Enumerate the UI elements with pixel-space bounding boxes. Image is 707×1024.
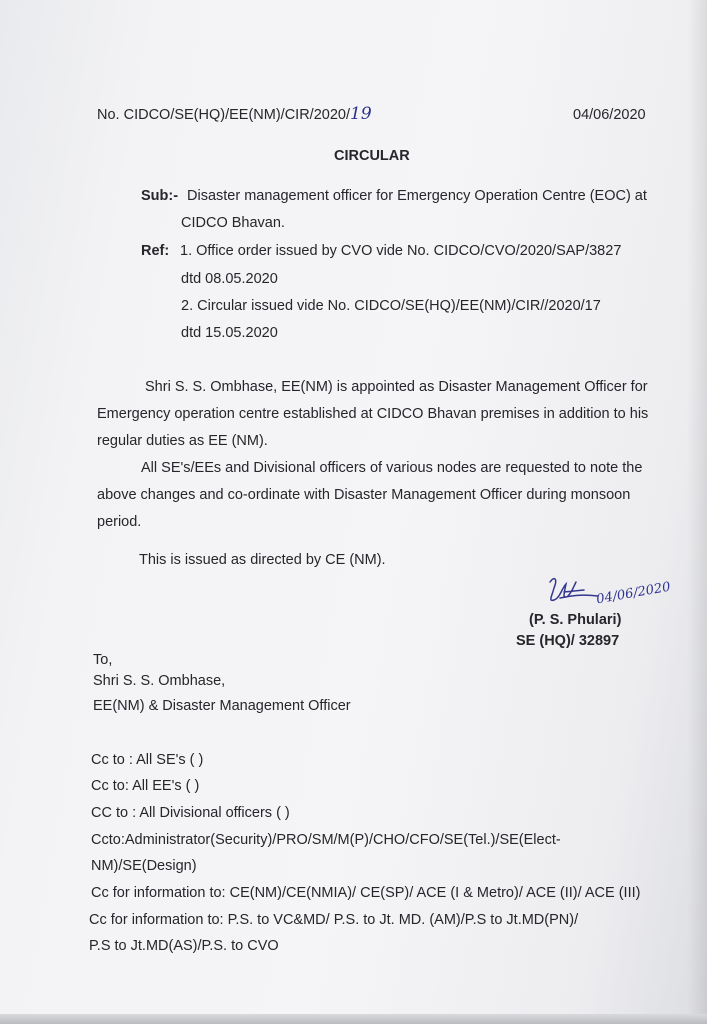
body-para-1-line-3: regular duties as EE (NM). <box>97 433 268 449</box>
body-para-2-line-3: period. <box>97 514 142 530</box>
cc-line-3: CC to : All Divisional officers ( ) <box>91 805 290 821</box>
page-edge-shadow <box>687 0 707 1024</box>
subject-line-1: Disaster management officer for Emergency Operation Centre (EOC) at <box>187 188 647 204</box>
signatory-designation: SE (HQ)/ 32897 <box>516 633 620 649</box>
handwritten-signature <box>540 574 680 614</box>
cc-line-1: Cc to : All SE's ( ) <box>91 752 204 768</box>
reference-line-4: dtd 15.05.2020 <box>181 325 278 341</box>
body-para-2-line-1: All SE's/EEs and Divisional officers of various nodes are requested to note the <box>141 460 643 476</box>
reference-line-1: 1. Office order issued by CVO vide No. CIDCO/CVO/2020/SAP/3827 <box>180 243 622 259</box>
document-title: CIRCULAR <box>334 148 410 164</box>
signatory-name: (P. S. Phulari) <box>529 612 622 628</box>
reference-number <box>97 105 372 124</box>
cc-line-5: NM)/SE(Design) <box>91 858 197 874</box>
reference-number-handwritten: 19 <box>350 104 372 124</box>
addressee-to: To, <box>93 652 113 668</box>
addressee-name: Shri S. S. Ombhase, <box>93 673 226 689</box>
cc-line-7: Cc for information to: P.S. to VC&MD/ P.S. to Jt. MD. (AM)/P.S to Jt.MD(PN)/ <box>89 912 579 928</box>
addressee-designation: EE(NM) & Disaster Management Officer <box>93 698 351 714</box>
cc-line-2: Cc to: All EE's ( ) <box>91 778 200 794</box>
signature-date: 04/06/2020 <box>595 579 672 608</box>
body-para-3: This is issued as directed by CE (NM). <box>139 552 386 568</box>
reference-line-3: 2. Circular issued vide No. CIDCO/SE(HQ)/EE(NM)/CIR//2020/17 <box>181 298 601 314</box>
subject-label: Sub:- <box>141 188 179 204</box>
body-para-1-line-1: Shri S. S. Ombhase, EE(NM) is appointed as Disaster Management Officer for <box>145 379 648 395</box>
reference-label: Ref: <box>141 243 170 259</box>
cc-line-8: P.S to Jt.MD(AS)/P.S. to CVO <box>89 938 279 954</box>
reference-number-printed: No. CIDCO/SE(HQ)/EE(NM)/CIR/2020/ <box>97 107 350 123</box>
subject-line-2: CIDCO Bhavan. <box>181 215 285 231</box>
reference-line-2: dtd 08.05.2020 <box>181 271 278 287</box>
cc-line-6: Cc for information to: CE(NM)/CE(NMIA)/ CE(SP)/ ACE (I & Metro)/ ACE (II)/ ACE (III) <box>91 885 641 901</box>
surface-below-page <box>0 1014 707 1024</box>
body-para-1-line-2: Emergency operation centre established at CIDCO Bhavan premises in addition to his <box>97 406 649 422</box>
body-para-2-line-2: above changes and co-ordinate with Disaster Management Officer during monsoon <box>97 487 631 503</box>
circular-date: 04/06/2020 <box>573 107 646 123</box>
cc-line-4: Ccto:Administrator(Security)/PRO/SM/M(P)/CHO/CFO/SE(Tel.)/SE(Elect- <box>91 832 561 848</box>
